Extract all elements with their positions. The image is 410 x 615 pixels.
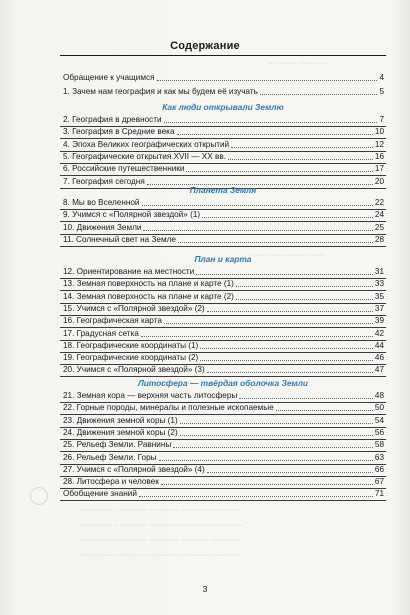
toc-entry-title: 2. География в древности [63, 115, 162, 124]
toc-entry-title: Обобщение знаний [63, 489, 137, 498]
dot-leader [139, 496, 373, 497]
dot-leader [159, 460, 373, 461]
toc-entry-page: 56 [374, 428, 384, 437]
toc-entry-title: 22. Горные породы, минералы и полезные ископаемые [63, 403, 274, 412]
toc-entry-title: 1. Зачем нам география и как мы будем её изучать [63, 87, 258, 96]
toc-entry-page: 48 [374, 391, 384, 400]
dot-leader [180, 435, 373, 436]
toc-entry-title: 24. Движения земной коры (2) [63, 428, 178, 437]
section-heading: Литосфера — твёрдая оболочка Земли [137, 378, 309, 388]
dot-leader [157, 80, 378, 81]
toc-entry-page: 4 [379, 73, 384, 82]
toc-entry-title: 16. Географическая карта [63, 316, 162, 325]
show-through-circle [30, 487, 48, 505]
toc-entry-title: 21. Земная кора — верхняя часть литосферы [63, 391, 238, 400]
toc-entry-page: 47 [374, 365, 384, 374]
toc-entry-title: 18. Географические координаты (1) [63, 341, 199, 350]
dot-leader [207, 311, 373, 312]
toc-entry-title: 13. Земная поверхность на плане и карте (1) [63, 279, 234, 288]
toc-entry-title: 11. Солнечный свет на Земле [63, 235, 176, 244]
toc-entry-title: 27. Учимся с «Полярной звездой» (4) [63, 465, 205, 474]
dot-leader [228, 159, 373, 160]
toc-entry-page: 31 [374, 267, 384, 276]
show-through-text: ~~~~ ~~~~~~~ ~~~~ [250, 251, 325, 260]
toc-entry-page: 17 [374, 164, 384, 173]
dot-leader [207, 372, 373, 373]
dot-leader [164, 122, 378, 123]
toc-entry-title: 23. Движения земной коры (1) [63, 416, 178, 425]
toc-entry [60, 362, 386, 377]
toc-entry-page: 22 [374, 198, 384, 207]
toc-entry-page: 37 [374, 304, 384, 313]
toc-entry-title: 9. Учимся с «Полярной звездой» (1) [63, 210, 201, 219]
toc-entry-title: 7. География сегодня [63, 177, 145, 186]
dot-leader [186, 171, 372, 172]
toc-entry-page: 63 [374, 453, 384, 462]
dot-leader [143, 230, 372, 231]
toc-entry-page: 24 [374, 210, 384, 219]
show-through-text: ~~~~~~ ~~~~~~~~ ~~~~~~ ~~~~~~ ~~~~~~ [80, 536, 239, 545]
show-through-text: ~~~~~~ ~~~~~~ [268, 59, 327, 68]
toc-entry-page: 10 [374, 127, 384, 136]
toc-entry-page: 44 [374, 341, 384, 350]
dot-leader [260, 94, 378, 95]
toc-entry-page: 42 [374, 329, 384, 338]
section-heading: План и карта [194, 254, 252, 264]
toc-entry-page: 39 [374, 316, 384, 325]
dot-leader [236, 286, 373, 287]
toc-entry [60, 70, 386, 84]
show-through-text: ~~~~~~ ~~~ ~~~~~~ [250, 171, 325, 180]
toc-entry-page: 5 [379, 87, 384, 96]
toc-entry-page: 33 [374, 279, 384, 288]
toc-entry-title: 12. Ориентирование на местности [63, 267, 195, 276]
toc-entry-page: 67 [374, 477, 384, 486]
toc-entry-page: 50 [374, 403, 384, 412]
toc-entry-page: 12 [374, 140, 384, 149]
show-through-text: ~~~~~~~~ ~~~~~~ ~~~~~~~ ~~~~~~~~ ~~~~ [80, 521, 244, 530]
toc-entry-title: 25. Рельеф Земли. Равнины [63, 440, 172, 449]
dot-leader [141, 336, 373, 337]
show-through-text: ~~~~ ~~~~~ ~~~~~~ [250, 91, 325, 100]
dot-leader [161, 484, 373, 485]
toc-entry-title: 26. Рельеф Земли. Горы [63, 453, 157, 462]
toc-entry [60, 84, 386, 98]
toc-entry-page: 28 [374, 235, 384, 244]
dot-leader [164, 323, 373, 324]
toc-entry-title: 8. Мы во Вселенной [63, 198, 140, 207]
toc-entry-page: 35 [374, 292, 384, 301]
dot-leader [142, 205, 373, 206]
toc-entry-title: Обращение к учащимся [63, 73, 155, 82]
section-heading: Планета Земля [189, 185, 257, 195]
toc-entry-title: 4. Эпоха Великих географических открытий [63, 140, 230, 149]
toc-entry-page: 46 [374, 353, 384, 362]
section-heading: Как люди открывали Землю [162, 102, 284, 112]
dot-leader [200, 348, 373, 349]
toc-entry-title: 6. Российские путешественники [63, 164, 185, 173]
toc-entry-page: 66 [374, 465, 384, 474]
toc-entry-title: 10. Движения Земли [63, 223, 142, 232]
dot-leader [173, 447, 373, 448]
toc-entry-title: 15. Учимся с «Полярной звездой» (2) [63, 304, 205, 313]
dot-leader [239, 398, 373, 399]
dot-leader [207, 472, 373, 473]
dot-leader [177, 134, 373, 135]
toc-entry-title: 14. Земная поверхность на плане и карте (2) [63, 292, 234, 301]
toc-entry-title: 5. Географические открытия XVII — XX вв. [63, 152, 226, 161]
toc-entry-page: 16 [374, 152, 384, 161]
toc-entry [60, 486, 386, 501]
dot-leader [202, 217, 373, 218]
toc-entry-title: 28. Литосфера и человек [63, 477, 159, 486]
toc-entry-page: 54 [374, 416, 384, 425]
toc-entry [60, 232, 386, 247]
page-number: 3 [202, 584, 208, 594]
toc-entry-page: 7 [379, 115, 384, 124]
dot-leader [276, 410, 373, 411]
page-title: Содержание [170, 40, 240, 52]
title-divider [60, 55, 386, 56]
toc-entry-page: 58 [374, 440, 384, 449]
dot-leader [178, 242, 373, 243]
toc-entry-page: 71 [374, 489, 384, 498]
dot-leader [231, 147, 373, 148]
show-through-text: ~~~~~~~ ~~~~~~~ ~~~~~~ ~~~~~~~ ~~~~~ [80, 506, 239, 515]
dot-leader [200, 360, 373, 361]
toc-entry-title: 17. Градусная сетка [63, 329, 139, 338]
show-through-text: ~~~~~~~ ~~~~~~ ~~~~~~~~ ~~~~~~ ~~~~~ [80, 551, 239, 560]
toc-entry-title: 20. Учимся с «Полярной звездой» (3) [63, 365, 205, 374]
dot-leader [196, 274, 373, 275]
toc-entry-title: 3. География в Средние века [63, 127, 175, 136]
toc-entry-title: 19. Географические координаты (2) [63, 353, 199, 362]
toc-entry-page: 20 [374, 177, 384, 186]
toc-entry-page: 25 [374, 223, 384, 232]
dot-leader [180, 423, 373, 424]
dot-leader [236, 299, 373, 300]
